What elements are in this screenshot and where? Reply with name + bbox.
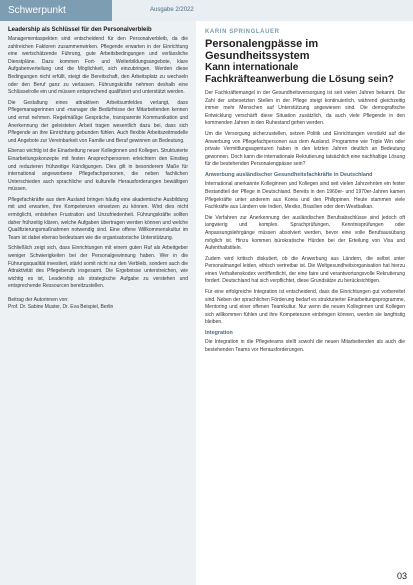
article-paragraph: Die Integration in die Pflegeteams stellt sowohl die neuen Mitarbeitenden als auch die bestehenden Teams vor Herausforderungen. <box>205 339 405 354</box>
article-paragraph: Zudem wird kritisch diskutiert, ob die Anwerbung aus Ländern, die selbst unter Personalmangel leiden, ethisch vertretbar ist. Die Weltgesundheitsorganisation hat hierzu einen Verhaltenskodex veröffentlicht, der eine faire und verantwortungsvolle Rekrutierung fordert. Deutschland hat sich verpflichtet, diese Grundsätze zu berücksichtigen. <box>205 255 405 285</box>
article-paragraph: International anerkannte Kolleginnen und Kollegen sind seit vielen Jahrzehnten ein fester Bestandteil der Pflege in Deutschland. Bereits in den 1960er- und 1970er-Jahren kamen Pflegekräfte unter anderem aus Korea und den Philippinen. Heute stammen viele Fachkräfte aus Ländern wie Indien, Mexiko, Brasilien oder dem Westbalkan. <box>205 181 405 211</box>
left-paragraph: Ebenso wichtig ist die Einarbeitung neuer Kolleginnen und Kollegen. Strukturierte Einarbeitungskonzepte mit festen Ansprechpersonen erleichtern den Einstieg und reduzieren frühzeitige Kündigungen. Dies gilt in besonderem Maße für international angeworbene Pflegefachpersonen, die neben fachlichen Unterschieden auch sprachliche und kulturelle Herausforderungen bewältigen müssen. <box>8 148 188 193</box>
issue-label: Ausgabe 2/2022 <box>150 7 194 13</box>
page-header <box>0 0 413 21</box>
section-label: Schwerpunkt <box>0 0 112 21</box>
article-paragraph: Die Verfahren zur Anerkennung der ausländischen Berufsabschlüsse sind jedoch oft langwierig und komplex. Sprachprüfungen, Kenntnisprüfungen oder Anpassungslehrgänge müssen absolviert werden, bevor eine volle Berufsausübung möglich ist. Hinzu kommen bürokratische Hürden bei der Erteilung von Visa und Aufenthaltstiteln. <box>205 214 405 252</box>
left-paragraph: Die Gestaltung eines attraktiven Arbeitsumfeldes verlangt, dass Pflegemanagerinnen und -manager die Bedürfnisse der Mitarbeitenden kennen und ernst nehmen. Regelmäßige Gespräche, transparente Kommunikation und Anerkennung der geleisteten Arbeit tragen wesentlich dazu bei, dass sich Pflegende an ihre Einrichtung gebunden fühlen. Auch flexible Arbeitszeitmodelle und Angebote zur Vereinbarkeit von Familie und Beruf gewinnen an Bedeutung. <box>8 99 188 144</box>
article-paragraph: Der Fachkräftemangel in der Gesundheitsversorgung ist seit vielen Jahren bekannt. Die Zahl der unbesetzten Stellen in der Pflege steigt kontinuierlich, während gleichzeitig immer mehr Menschen auf Unterstützung angewiesen sind. Die demografische Entwicklung verschärft diese Situation zusätzlich, da auch viele Pflegende in den kommenden Jahren in den Ruhestand gehen werden. <box>205 90 405 127</box>
article-subhead: Kann internationale Fachkräfteanwerbung die Lösung sein? <box>205 62 394 85</box>
left-heading: Leadership als Schlüssel für den Personalverbleib <box>8 27 152 33</box>
page-number: 03 <box>396 571 407 581</box>
left-column <box>0 21 196 585</box>
left-paragraph: Pflegefachkräfte aus dem Ausland bringen häufig eine akademische Ausbildung mit und erwarten, ihre Kompetenzen einsetzen zu können. Wird dies nicht ermöglicht, entstehen Frustration und Unzufriedenheit. Führungskräfte sollten daher frühzeitig klären, welche Aufgaben übertragen werden können und welche Qualifizierungsmaßnahmen notwendig sind. Eine offene Willkommenskultur im Team ist dabei ebenso bedeutsam wie die organisatorische Unterstützung. <box>8 196 188 241</box>
article-paragraph: Um die Versorgung sicherzustellen, setzen Politik und Einrichtungen verstärkt auf die Anwerbung von Pflegefachpersonen aus dem Ausland. Programme wie Triple Win oder private Vermittlungsagenturen haben in den letzten Jahren deutlich an Bedeutung gewonnen. Doch kann die internationale Rekrutierung tatsächlich eine nachhaltige Lösung für die bestehenden Personalengpässe sein? <box>205 130 405 168</box>
author-credit-label: Beitrag der Autorinnen von: <box>8 297 69 303</box>
article-paragraph: Für eine erfolgreiche Integration ist entscheidend, dass die Einrichtungen gut vorbereitet sind. Neben der sprachlichen Förderung bedarf es strukturierter Einarbeitungsprogramme, Mentoring und einer offenen Teamkultur. Nur wenn die neuen Kolleginnen und Kollegen sich willkommen fühlen und ihre Kompetenzen einbringen können, werden sie langfristig bleiben. <box>205 289 405 326</box>
left-paragraph: Schließlich zeigt sich, dass Einrichtungen mit einem guten Ruf als Arbeitgeber weniger Schwierigkeiten bei der Personalgewinnung haben. Wer in die Führungsqualität investiert, stärkt somit nicht nur den Verbleib, sondern auch die Attraktivität des Pflegeberufs insgesamt. Die Ergebnisse unterstreichen, wie wichtig es ist, Leadership als strategische Aufgabe zu verstehen und entsprechende Ressourcen bereitzustellen. <box>8 245 188 290</box>
article-headline: Personalengpässe im Gesundheitssystem <box>205 38 319 62</box>
right-column <box>205 21 405 585</box>
author-kicker: KARIN SPRINGLAUER <box>205 29 280 35</box>
author-credit-names: Prof. Dr. Sabine Muster, Dr. Eva Beispiel, Berlin <box>8 304 114 310</box>
integration-heading: Integration <box>205 330 233 337</box>
subsection-heading: Anwerbung ausländischer Gesundheitsfachkräfte in Deutschland <box>205 171 373 178</box>
left-paragraph: Managementaspekten sind entscheidend für den Personalverbleib, da die zahlreichen Faktoren zusammenwirken. Pflegende erwarten in der Einrichtung eine wertschätzende Führung, gute Arbeitsbedingungen und verlässliche Dienstpläne. Dazu kommen Fort- und Weiterbildungsangebote, klare Aufgabenverteilung und die Möglichkeit, sich einzubringen. Werden diese Bedingungen nicht erfüllt, steigt die Bereitschaft, den Arbeitsplatz zu wechseln oder den Beruf ganz zu verlassen. Führungskräfte nehmen deshalb eine Schlüsselrolle ein und müssen entsprechend qualifiziert und unterstützt werden. <box>8 36 188 96</box>
